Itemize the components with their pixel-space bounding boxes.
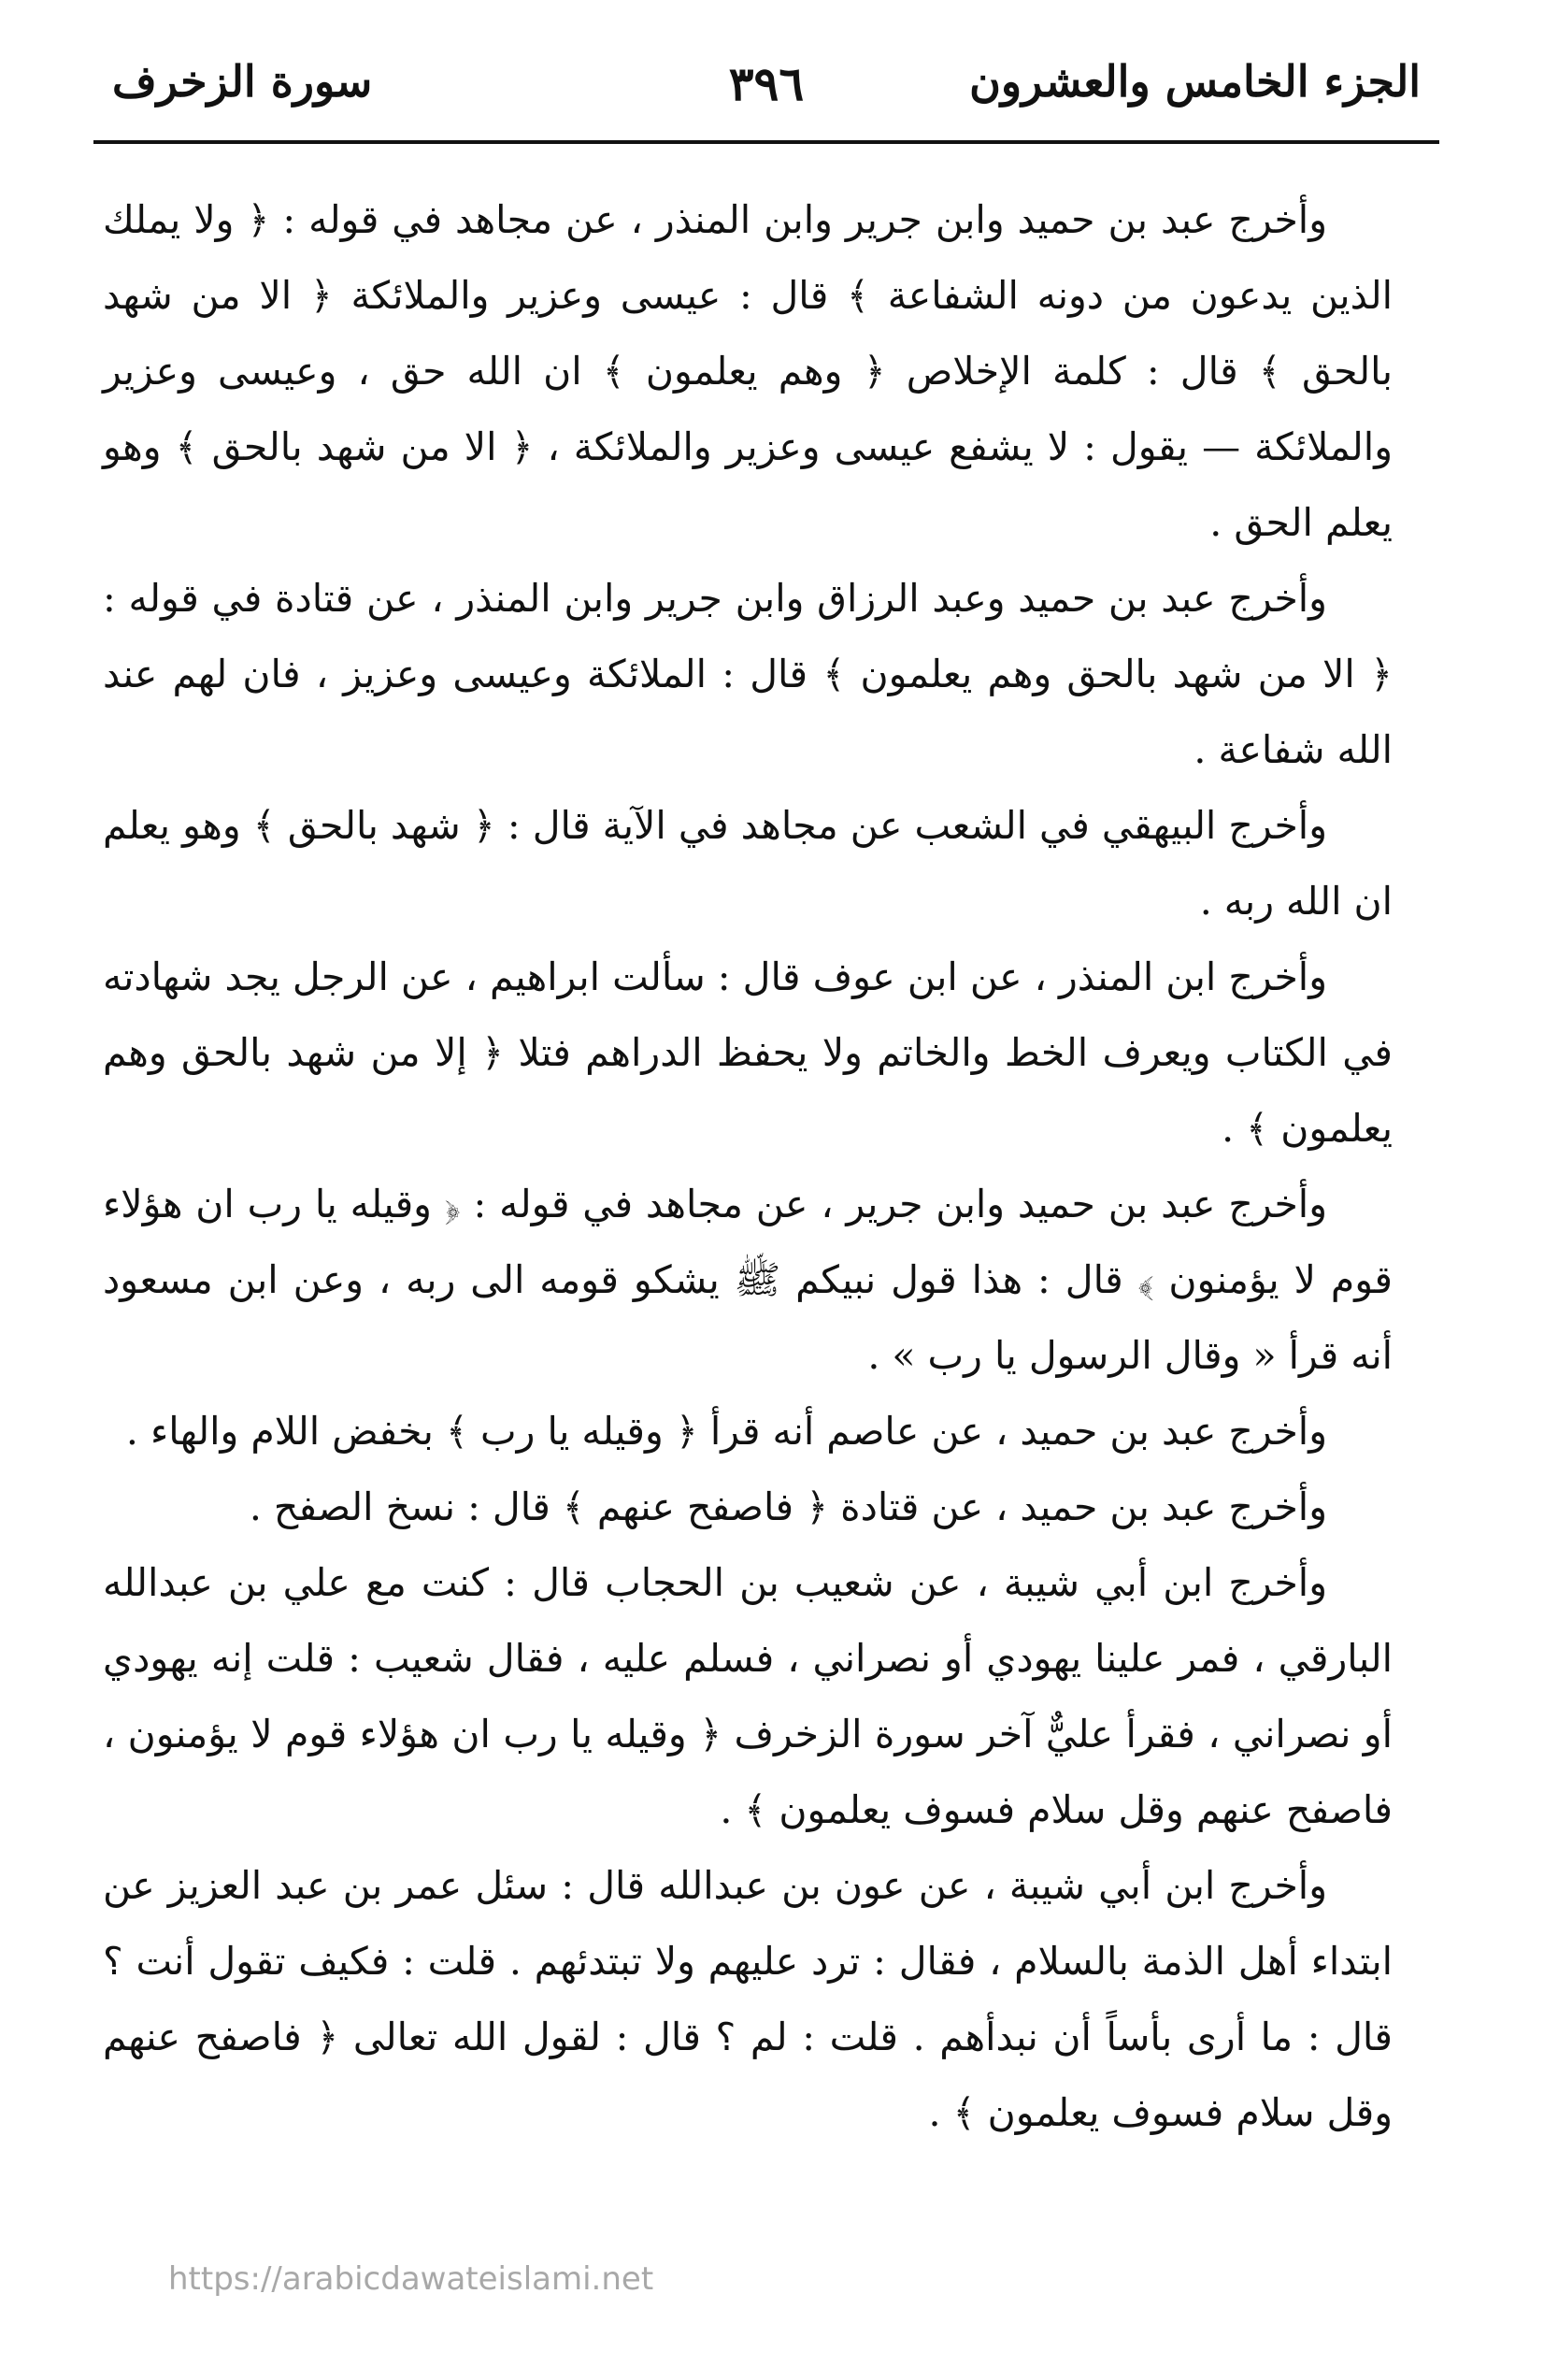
- page-number: ٣٩٦: [728, 56, 805, 111]
- page-body: [103, 182, 1393, 2151]
- page-header: [93, 56, 1439, 131]
- paragraph: وأخرج عبد بن حميد وابن جرير وابن المنذر ، عن مجاهد في قوله : ﴿ ولا يملك الذين يدعون من دونه الشفاعة ﴾ قال : عيسى وعزير والملائكة ﴿ الا من شهد بالحق ﴾ قال : كلمة الإخلاص ﴿ وهم يعلمون ﴾ ان الله حق ، وعيسى وعزير والملائكة — يقول : لا يشفع عيسى وعزير والملائكة ، ﴿ الا من شهد بالحق ﴾ وهو يعلم الحق .: [103, 197, 1393, 545]
- paragraph: وأخرج ابن أبي شيبة ، عن عون بن عبدالله قال : سئل عمر بن عبد العزيز عن ابتداء أهل الذمة بالسلام ، فقال : ترد عليهم ولا تبتدئهم . قلت : فكيف تقول أنت ؟ قال : ما أرى بأساً أن نبدأهم . قلت : لم ؟ قال : لقول الله تعالى ﴿ فاصفح عنهم وقل سلام فسوف يعلمون ﴾ .: [103, 1863, 1393, 2135]
- header-divider: [93, 140, 1439, 144]
- paragraph: وأخرج البيهقي في الشعب عن مجاهد في الآية قال : ﴿ شهد بالحق ﴾ وهو يعلم ان الله ربه .: [103, 803, 1393, 924]
- paragraph: وأخرج عبد بن حميد ، عن قتادة ﴿ فاصفح عنهم ﴾ قال : نسخ الصفح .: [249, 1484, 1327, 1529]
- paragraph: وأخرج ابن أبي شيبة ، عن شعيب بن الحجاب قال : كنت مع علي بن عبدالله البارقي ، فمر علينا يهودي أو نصراني ، فسلم عليه ، فقال شعيب : قلت إنه يهودي أو نصراني ، فقرأ عليٌّ آخر سورة الزخرف ﴿ وقيله يا رب ان هؤلاء قوم لا يؤمنون ، فاصفح عنهم وقل سلام فسوف يعلمون ﴾ .: [103, 1560, 1393, 1832]
- paragraph: وأخرج عبد بن حميد وعبد الرزاق وابن جرير وابن المنذر ، عن قتادة في قوله : ﴿ الا من شهد بالحق وهم يعلمون ﴾ قال : الملائكة وعيسى وعزيز ، فان لهم عند الله شفاعة .: [103, 576, 1393, 772]
- part-title: الجزء الخامس والعشرون: [969, 56, 1421, 107]
- watermark-url: https://arabicdawateislami.net: [168, 2260, 654, 2298]
- surah-title: سورة الزخرف: [112, 56, 373, 107]
- paragraph: وأخرج عبد بن حميد وابن جرير ، عن مجاهد في قوله : ﴿ وقيله يا رب ان هؤلاء قوم لا يؤمنون ﴾ قال : هذا قول نبيكم ﷺ يشكو قومه الى ربه ، وعن ابن مسعود أنه قرأ « وقال الرسول يا رب » .: [103, 1182, 1393, 1378]
- paragraph: وأخرج عبد بن حميد ، عن عاصم أنه قرأ ﴿ وقيله يا رب ﴾ بخفض اللام والهاء .: [125, 1409, 1327, 1454]
- paragraph: وأخرج ابن المنذر ، عن ابن عوف قال : سألت ابراهيم ، عن الرجل يجد شهادته في الكتاب ويعرف الخط والخاتم ولا يحفظ الدراهم فتلا ﴿ إلا من شهد بالحق وهم يعلمون ﴾ .: [103, 954, 1393, 1151]
